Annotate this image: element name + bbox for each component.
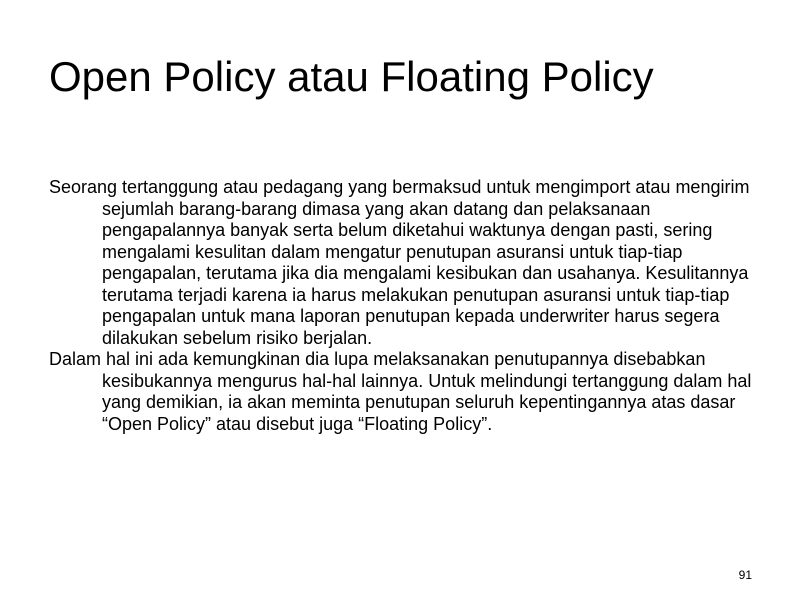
- body-paragraph-1: Seorang tertanggung atau pedagang yang bermaksud untuk mengimport atau mengirim sejumlah barang-barang dimasa yang akan datang dan pelaksanaan pengapalannya banyak serta belum diketahui waktunya dengan pasti, sering mengalami kesulitan dalam mengatur penutupan asuransi untuk tiap-tiap pengapalan, terutama jika dia mengalami kesibukan dan usahanya. Kesulitannya terutama terjadi karena ia harus melakukan penutupan asuransi untuk tiap-tiap pengapalan untuk mana laporan penutupan kepada underwriter harus segera dilakukan sebelum risiko berjalan.: [49, 177, 750, 348]
- slide-title: Open Policy atau Floating Policy: [49, 53, 654, 100]
- page-number: 91: [738, 568, 752, 582]
- body-paragraph-2: Dalam hal ini ada kemungkinan dia lupa melaksanakan penutupannya disebabkan kesibukannya mengurus hal-hal lainnya. Untuk melindungi tertanggung dalam hal yang demikian, ia akan meminta penutupan seluruh kepentingannya atas dasar “Open Policy” atau disebut juga “Floating Policy”.: [49, 349, 752, 434]
- slide-body: [49, 177, 769, 435]
